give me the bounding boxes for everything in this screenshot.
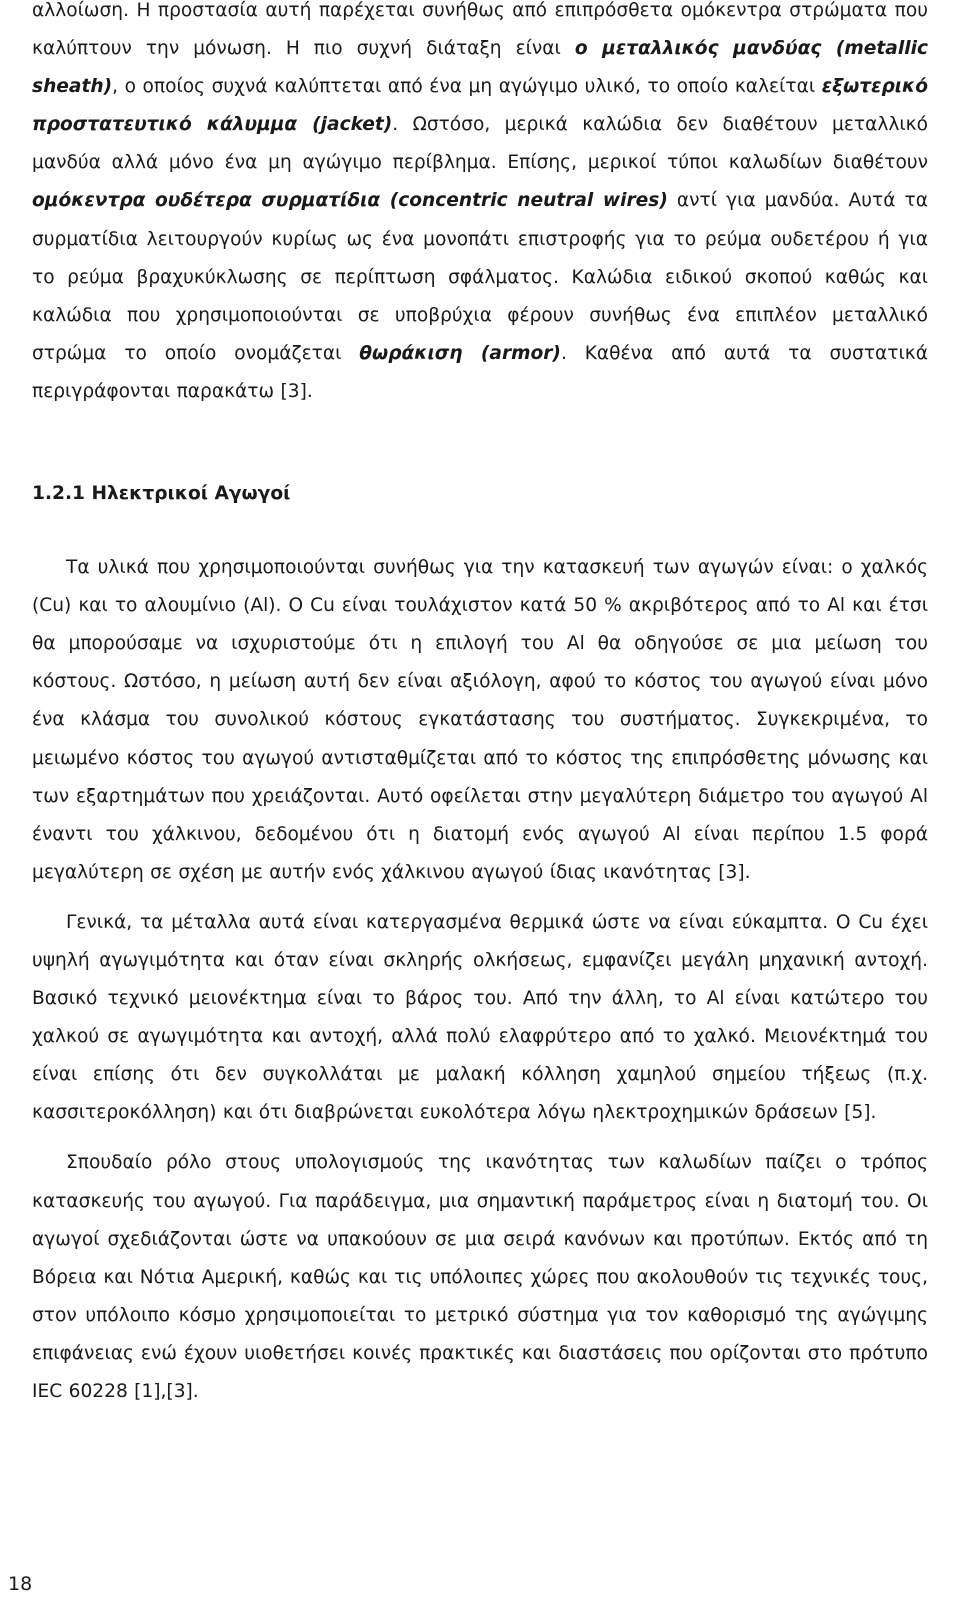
para1-text-3: . Ωστόσο, μερικά καλώδια δεν διαθέτουν μεταλλικό μανδύα αλλά μόνο ένα μη αγώγιμο περίβλημα. Επίσης, μερικοί τύποι καλωδίων διαθέτουν (32, 114, 928, 174)
para1-text-2: , ο οποίος συχνά καλύπτεται από ένα μη αγώγιμο υλικό, το οποίο καλείται (112, 76, 822, 98)
term-metallic-sheath: ο μεταλλικός μανδύας (metallic sheath) (32, 38, 928, 98)
section-heading (32, 475, 928, 513)
page-content (32, 0, 928, 1411)
para1-text-5: . Καθένα από αυτά τα συστατικά περιγράφονται παρακάτω [3]. (32, 342, 928, 402)
para1-text-1: αλλοίωση. Η προστασία αυτή παρέχεται συνήθως από επιπρόσθετα ομόκεντρα στρώματα που καλύπτουν την μόνωση. Η πιο συχνή διάταξη είναι (32, 0, 928, 60)
paragraph-cable-layers (32, 0, 928, 411)
section-title: Ηλεκτρικοί Αγωγοί (91, 483, 291, 505)
section-number: 1.2.1 (32, 483, 85, 505)
term-concentric-neutral-wires: ομόκεντρα ουδέτερα συρματίδια (concentric neutral wires) (32, 190, 668, 212)
paragraph-metal-properties: Γενικά, τα μέταλλα αυτά είναι κατεργασμένα θερμικά ώστε να είναι εύκαμπτα. Ο Cu έχει υψηλή αγωγιμότητα και όταν είναι σκληρής ολκήσεως, εμφανίζει μεγάλη μηχανική αντοχή. Βασικό τεχνικό μειονέκτημα είναι το βάρος του. Από την άλλη, το Al είναι κατώτερο του χαλκού σε αγωγιμότητα και αντοχή, αλλά πολύ ελαφρύτερο από το χαλκό. Μειονέκτημά του είναι επίσης ότι δεν συγκολλάται με μαλακή κόλληση χαμηλού σημείου τήξεως (π.χ. κασσιτεροκόλληση) και ότι διαβρώνεται ευκολότερα λόγω ηλεκτροχημικών δράσεων [5]. (32, 911, 928, 1124)
term-jacket: εξωτερικό προστατευτικό κάλυμμα (jacket) (32, 76, 928, 136)
term-armor: θωράκιση (armor) (359, 342, 561, 364)
page-number: 18 (8, 1573, 33, 1595)
paragraph-conductor-construction: Σπουδαίο ρόλο στους υπολογισμούς της ικανότητας των καλωδίων παίζει ο τρόπος κατασκευής του αγωγού. Για παράδειγμα, μια σημαντική παράμετρος είναι η διατομή του. Οι αγωγοί σχεδιάζονται ώστε να υπακούουν σε μια σειρά κανόνων και προτύπων. Εκτός από τη Βόρεια και Νότια Αμερική, καθώς και τις υπόλοιπες χώρες που ακολουθούν τις τεχνικές τους, στον υπόλοιπο κόσμο χρησιμοποιείται το μετρικό σύστημα για τον καθορισμό της αγώγιμης επιφάνειας ενώ έχουν υιοθετήσει κοινές πρακτικές και διαστάσεις που ορίζονται στο πρότυπο IEC 60228 [1],[3]. (32, 1152, 928, 1402)
paragraph-conductor-materials: Τα υλικά που χρησιμοποιούνται συνήθως για την κατασκευή των αγωγών είναι: ο χαλκός (Cu) και το αλουμίνιο (Al). Ο Cu είναι τουλάχιστον κατά 50 % ακριβότερος από το Al και έτσι θα μπορούσαμε να ισχυριστούμε ότι η επιλογή του Al θα οδηγούσε σε μια μείωση του κόστους. Ωστόσο, η μείωση αυτή δεν είναι αξιόλογη, αφού το κόστος του αγωγού είναι μόνο ένα κλάσμα του συνολικού κόστους εγκατάστασης του συστήματος. Συγκεκριμένα, το μειωμένο κόστος του αγωγού αντισταθμίζεται από το κόστος της επιπρόσθετης μόνωσης και των εξαρτημάτων που χρειάζονται. Αυτό οφείλεται στην μεγαλύτερη διάμετρο του αγωγού Al έναντι του χάλκινου, δεδομένου ότι η διατομή ενός αγωγού Al είναι περίπου 1.5 φορά μεγαλύτερη σε σχέση με αυτήν ενός χάλκινου αγωγού ίδιας ικανότητας [3]. (32, 557, 928, 883)
para1-text-4: αντί για μανδύα. Αυτά τα συρματίδια λειτουργούν κυρίως ως ένα μονοπάτι επιστροφής για το ρεύμα ουδετέρου ή για το ρεύμα βραχυκύκλωσης σε περίπτωση σφάλματος. Καλώδια ειδικού σκοπού καθώς και καλώδια που χρησιμοποιούνται σε υποβρύχια φέρουν συνήθως ένα επιπλέον μεταλλικό στρώμα το οποίο ονομάζεται (32, 190, 928, 364)
